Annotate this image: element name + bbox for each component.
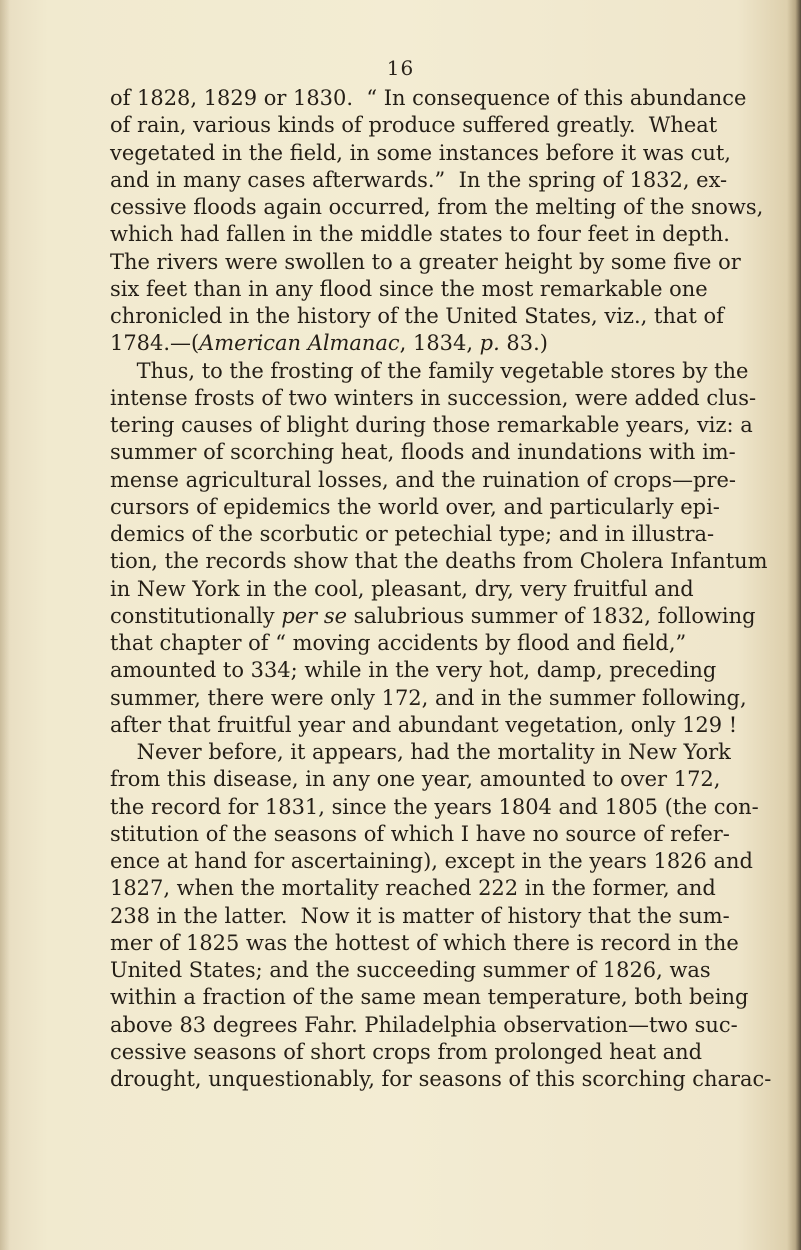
text-segment: Never before, it appears, had the mortality in New York	[110, 740, 731, 765]
text-segment: , 1834,	[399, 331, 480, 357]
text-segment: The rivers were swollen to a greater height by some five or	[110, 249, 741, 275]
text-line	[110, 794, 771, 821]
text-segment: mense agricultural losses, and the ruination of crops—pre-	[110, 467, 736, 493]
text-line	[110, 957, 771, 984]
text-segment: from this disease, in any one year, amounted to over 172,	[110, 767, 721, 793]
text-line	[110, 249, 771, 276]
text-segment: six feet than in any flood since the most remarkable one	[110, 276, 708, 302]
text-line	[110, 903, 771, 930]
text-segment: salubrious summer of 1832, following	[346, 603, 756, 629]
text-line	[110, 1066, 771, 1093]
text-segment: summer, there were only 172, and in the summer following,	[110, 685, 747, 711]
text-segment: constitutionally	[110, 603, 282, 629]
text-line	[110, 112, 771, 139]
text-segment: mer of 1825 was the hottest of which there is record in the	[110, 930, 739, 956]
text-line	[110, 766, 771, 793]
text-segment: within a fraction of the same mean temperature, both being	[110, 985, 749, 1011]
text-segment: tion, the records show that the deaths from Cholera Infantum	[110, 549, 768, 575]
text-line	[110, 685, 771, 712]
text-segment: 83.)	[499, 331, 548, 357]
text-line	[110, 712, 771, 739]
text-segment: of rain, various kinds of produce suffered greatly. Wheat	[110, 113, 718, 139]
text-line	[110, 657, 771, 684]
text-line	[110, 630, 771, 657]
text-line	[110, 984, 771, 1011]
text-segment: 1784.—(	[110, 331, 200, 357]
text-segment: cessive seasons of short crops from prolonged heat and	[110, 1039, 703, 1065]
text-line	[110, 576, 771, 603]
text-line	[110, 875, 771, 902]
text-segment: drought, unquestionably, for seasons of this scorching charac-	[110, 1067, 772, 1092]
text-segment: ence at hand for ascertaining), except in the years 1826 and	[110, 849, 753, 874]
text-line	[110, 330, 771, 357]
page-gutter-shadow	[0, 0, 10, 1250]
text-segment: vegetated in the field, in some instances before it was cut,	[110, 140, 731, 166]
body-text	[110, 85, 771, 1093]
text-segment: demics of the scorbutic or petechial type; and in illustra-	[110, 522, 715, 547]
italic-text-segment: per se	[281, 603, 347, 629]
text-segment: chronicled in the history of the United States, viz., that of	[110, 304, 724, 329]
text-segment: intense frosts of two winters in succession, were added clus-	[110, 385, 757, 411]
text-line	[110, 412, 771, 439]
text-segment: summer of scorching heat, floods and inundations with im-	[110, 440, 736, 466]
text-segment: in New York in the cool, pleasant, dry, very fruitful and	[110, 576, 694, 602]
text-segment: Thus, to the frosting of the family vegetable stores by the	[110, 358, 749, 384]
text-segment: and in many cases afterwards.” In the spring of 1832, ex-	[110, 167, 728, 193]
text-segment: tering causes of blight during those remarkable years, viz: a	[110, 413, 753, 438]
text-line	[110, 358, 771, 385]
text-line	[110, 494, 771, 521]
text-line	[110, 603, 771, 630]
text-segment: which had fallen in the middle states to four feet in depth.	[110, 222, 730, 248]
text-line	[110, 548, 771, 575]
text-line	[110, 85, 771, 112]
text-line	[110, 930, 771, 957]
text-line	[110, 1012, 771, 1039]
text-segment: of 1828, 1829 or 1830. “ In consequence of this abundance	[110, 86, 747, 111]
page-number: 16	[386, 56, 415, 80]
italic-text-segment: p.	[479, 331, 500, 357]
text-segment: stitution of the seasons of which I have no source of refer-	[110, 821, 730, 847]
text-segment: the record for 1831, since the years 1804 and 1805 (the con-	[110, 794, 759, 820]
text-segment: 1827, when the mortality reached 222 in the former, and	[110, 876, 716, 902]
text-line	[110, 194, 771, 221]
text-line	[110, 276, 771, 303]
text-line	[110, 385, 771, 412]
text-line	[110, 303, 771, 330]
text-line	[110, 521, 771, 548]
text-line	[110, 167, 771, 194]
text-line	[110, 140, 771, 167]
text-segment: that chapter of “ moving accidents by flood and field,”	[110, 631, 687, 656]
text-segment: cursors of epidemics the world over, and particularly epi-	[110, 494, 720, 520]
page-edge-shadow	[787, 0, 801, 1250]
text-line	[110, 221, 771, 248]
text-line	[110, 739, 771, 766]
text-segment: after that fruitful year and abundant vegetation, only 129 !	[110, 712, 738, 738]
text-line	[110, 439, 771, 466]
text-line	[110, 1039, 771, 1066]
text-segment: amounted to 334; while in the very hot, damp, preceding	[110, 658, 717, 684]
text-line	[110, 467, 771, 494]
text-segment: cessive floods again occurred, from the melting of the snows,	[110, 195, 764, 220]
text-segment: 238 in the latter. Now it is matter of history that the sum-	[110, 903, 730, 929]
text-segment: United States; and the succeeding summer of 1826, was	[110, 958, 711, 983]
text-line	[110, 821, 771, 848]
italic-text-segment: American Almanac	[199, 331, 400, 357]
text-line	[110, 848, 771, 875]
text-segment: above 83 degrees Fahr. Philadelphia observation—two suc-	[110, 1012, 738, 1038]
